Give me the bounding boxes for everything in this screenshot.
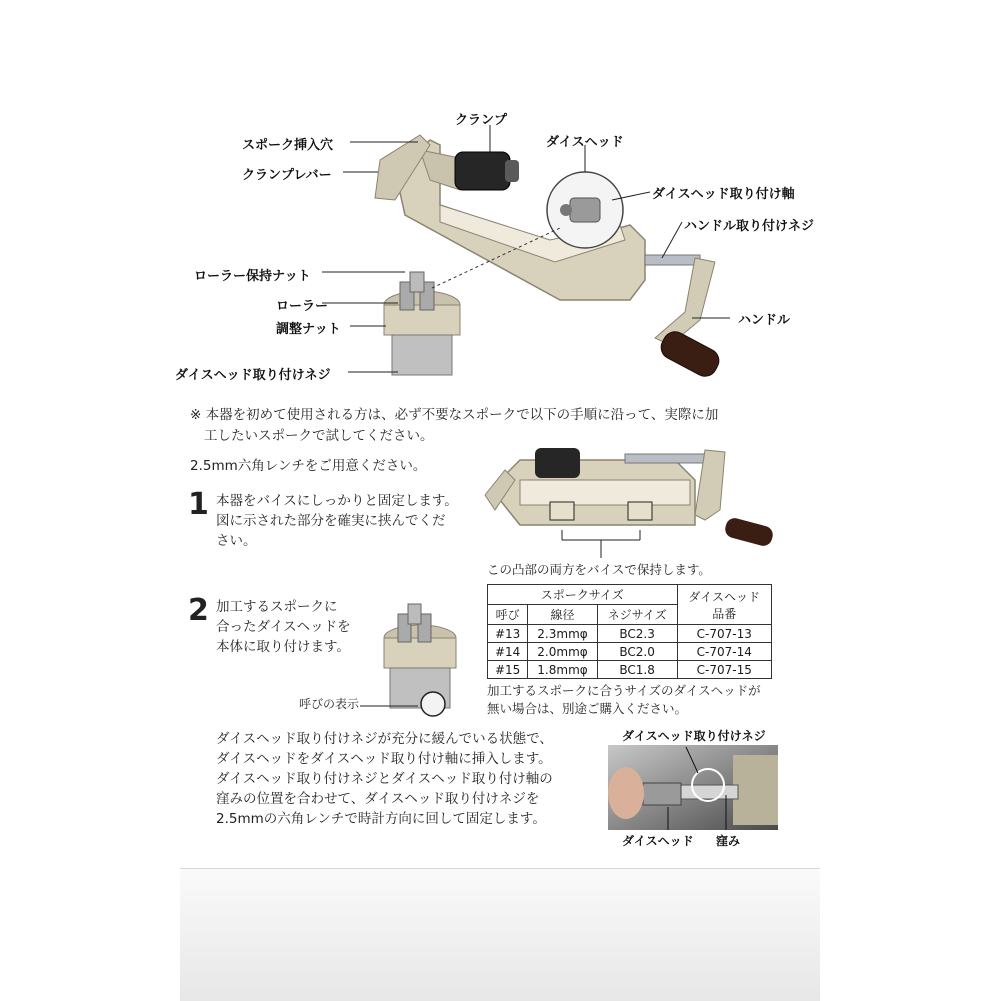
step-1-number: 1 xyxy=(188,487,209,522)
die-head-spec-table xyxy=(487,584,772,679)
step-2-number: 2 xyxy=(188,593,209,628)
table-col-wire: 線径 xyxy=(528,605,598,625)
bottom-panel xyxy=(180,868,820,1001)
table-cell: BC2.0 xyxy=(597,643,677,661)
table-cell: 2.3mmφ xyxy=(528,625,598,643)
table-cell: C-707-15 xyxy=(677,661,772,679)
label-clamp: クランプ xyxy=(455,113,508,128)
final-line-2: ダイスヘッドをダイスヘッド取り付け軸に挿入します。 xyxy=(216,751,552,767)
label-roller-nut: ローラー保持ナット xyxy=(194,269,311,284)
tool-illustration xyxy=(0,0,1000,400)
table-note-line-1: 加工するスポークに合うサイズのダイスヘッドが xyxy=(487,683,761,698)
vise-figure xyxy=(480,440,780,575)
final-line-1: ダイスヘッド取り付けネジが充分に緩んでいる状態で、 xyxy=(216,731,553,747)
final-line-4: 窪みの位置を合わせて、ダイスヘッド取り付けネジを xyxy=(216,791,540,807)
step-2-line-1: 加工するスポークに xyxy=(216,599,338,615)
photo-label-screw: ダイスヘッド取り付けネジ xyxy=(622,729,766,743)
table-row xyxy=(488,643,772,661)
step-2-line-2: 合ったダイスヘッドを xyxy=(216,619,351,635)
die-head-photo xyxy=(608,745,778,830)
label-die-head: ダイスヘッド xyxy=(546,135,624,150)
step-2-callout: 呼びの表示 xyxy=(299,697,360,711)
final-line-5: 2.5mmの六角レンチで時計方向に回して固定します。 xyxy=(216,811,546,827)
table-header-die-head-2: 品番 xyxy=(712,606,737,621)
photo-label-die-head: ダイスヘッド xyxy=(622,834,694,848)
table-header-die-head-1: ダイスヘッド xyxy=(688,589,761,604)
table-col-thread: ネジサイズ xyxy=(597,605,677,625)
table-cell: #15 xyxy=(488,661,528,679)
table-col-yobi: 呼び xyxy=(488,605,528,625)
label-die-head-shaft: ダイスヘッド取り付け軸 xyxy=(652,187,795,202)
label-die-head-screw: ダイスヘッド取り付けネジ xyxy=(175,368,331,383)
callout-line xyxy=(360,700,420,712)
label-handle-screw: ハンドル取り付けネジ xyxy=(684,219,815,234)
table-cell: C-707-14 xyxy=(677,643,772,661)
label-roller: ローラー xyxy=(276,299,329,314)
table-cell: BC1.8 xyxy=(597,661,677,679)
step-1-line-2: 図に示された部分を確実に挟んでくだ xyxy=(216,513,446,529)
label-spoke-hole: スポーク挿入穴 xyxy=(242,138,334,153)
photo-label-recess: 窪み xyxy=(716,834,741,848)
table-note-line-2: 無い場合は、別途ご購入ください。 xyxy=(487,701,688,716)
label-handle: ハンドル xyxy=(738,313,791,328)
label-adjust-nut: 調整ナット xyxy=(276,322,341,337)
table-row xyxy=(488,625,772,643)
step-2-line-3: 本体に取り付けます。 xyxy=(216,639,350,655)
table-header-die-head xyxy=(677,585,772,625)
table-cell: #14 xyxy=(488,643,528,661)
note-line-1: ※ 本器を初めて使用される方は、必ず不要なスポークで以下の手順に沿って、実際に加 xyxy=(190,407,719,423)
table-cell: 1.8mmφ xyxy=(528,661,598,679)
step-1-line-3: さい。 xyxy=(216,533,257,549)
step-1-line-1: 本器をバイスにしっかりと固定します。 xyxy=(216,493,458,509)
note-wrench: 2.5mm六角レンチをご用意ください。 xyxy=(190,458,427,474)
table-cell: BC2.3 xyxy=(597,625,677,643)
table-cell: #13 xyxy=(488,625,528,643)
table-cell: 2.0mmφ xyxy=(528,643,598,661)
table-header-spoke-size: スポークサイズ xyxy=(488,585,678,605)
vise-caption: この凸部の両方をバイスで保持します。 xyxy=(487,562,711,577)
final-line-3: ダイスヘッド取り付けネジとダイスヘッド取り付け軸の xyxy=(216,771,553,787)
label-clamp-lever: クランプレバー xyxy=(242,168,332,183)
table-cell: C-707-13 xyxy=(677,625,772,643)
note-line-2: 工したいスポークで試してください。 xyxy=(204,428,434,444)
table-row xyxy=(488,661,772,679)
